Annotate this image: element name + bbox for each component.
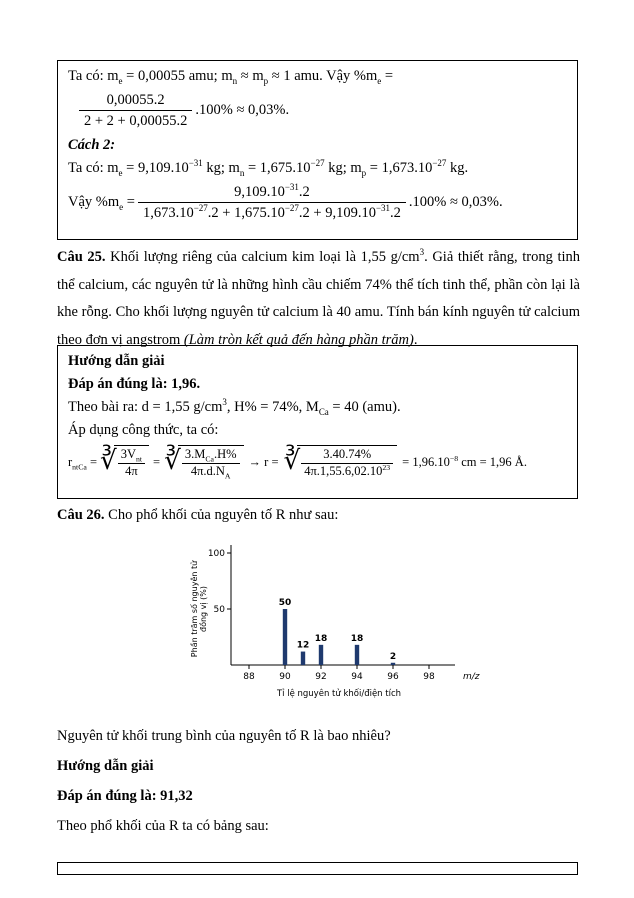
fraction (138, 183, 406, 222)
solution-box-previous (57, 60, 578, 240)
fraction-numerator: 0,00055.2 (79, 91, 192, 111)
fraction (79, 91, 192, 130)
solution-heading-26: Hướng dẫn giải (57, 758, 154, 774)
mass-spectrum-figure (185, 533, 495, 705)
solution-box-25 (57, 345, 578, 499)
svg-text:Phần trăm số nguyên tửđồng vị: Phần trăm số nguyên tửđồng vị (%) (190, 560, 208, 658)
solution24-line2: Ta có: $m_e = 9,109.10^{-31}$ kg; $m_n = 1,675.10^{-27}$ kg; $m_p = 1,673.10^{-27}$ kg. (68, 158, 469, 179)
question-26-text: Cho phổ khối của nguyên tố R như sau: (104, 507, 339, 523)
method2-label: Cách 2: (68, 137, 116, 154)
svg-text:94: 94 (351, 672, 363, 682)
fraction-numerator: 3.40.74% (301, 447, 393, 464)
table-intro-line: Theo phổ khối của R ta có bảng sau: (57, 818, 269, 834)
formula-result: = $1,96.10^{-8}$ cm = 1,96 Å. (402, 453, 527, 469)
solution24-fraction1-row (76, 91, 567, 130)
fraction-lead: Vậy $\%m_e$ = (68, 194, 135, 213)
svg-text:88: 88 (243, 672, 255, 682)
mass-spectrum-chart (185, 533, 495, 705)
svg-text:96: 96 (387, 672, 399, 682)
svg-text:50: 50 (278, 598, 292, 608)
fraction-denominator: $1,673.10^{-27}.2 + 1,675.10^{-27}.2 + 9,109.10^{-31}.2$ (142, 203, 401, 222)
correct-answer-26: Đáp án đúng là: 91,32 (57, 788, 193, 804)
svg-text:50: 50 (213, 605, 225, 615)
fraction-tail: .100% ≈ 0,03%. (408, 194, 503, 211)
solution-heading: Hướng dẫn giải (68, 353, 165, 369)
solution24-line1: Ta có: $m_e = 0,00055$ amu; $m_n \approx m_p \approx 1$ amu. Vậy $\%m_e$ = (68, 68, 394, 86)
question-25 (57, 244, 580, 354)
apply-formula-line: Áp dụng công thức, ta có: (68, 422, 219, 438)
equals-sign: = (153, 454, 161, 469)
svg-text:18: 18 (350, 633, 364, 644)
question-26-label: Câu 26. (57, 507, 105, 523)
radius-formula (68, 445, 567, 479)
correct-answer: Đáp án đúng là: 1,96. (68, 376, 201, 392)
cube-root-2 (164, 445, 243, 479)
svg-text:90: 90 (279, 672, 291, 682)
cube-root-3 (284, 445, 398, 479)
fraction-denominator: 4π (125, 463, 138, 478)
svg-text:Tỉ lệ nguyên tử khối/điện tích: Tỉ lệ nguyên tử khối/điện tích (276, 689, 402, 699)
svg-text:2: 2 (389, 651, 397, 662)
svg-text:12: 12 (296, 640, 310, 651)
question-25-label: Câu 25. (57, 249, 106, 265)
arrow-result: → r = (248, 454, 279, 469)
fraction-numerator: $9,109.10^{-31}.2$ (138, 183, 406, 203)
fraction-numerator: $3.M_{Ca}.H\%$ (182, 447, 240, 464)
partial-table-box (57, 862, 578, 875)
svg-text:98: 98 (423, 672, 435, 682)
fraction-denominator: 2 + 2 + 0,00055.2 (84, 113, 188, 130)
fraction-numerator: $3V_{nt}$ (118, 447, 145, 464)
radical-sign-icon: ∛ (164, 446, 181, 477)
svg-text:18: 18 (314, 633, 328, 644)
given-data-line: Theo bài ra: d = 1,55 $g/cm^3$, H% = 74%, $M_{Ca} = 40$ (amu). (68, 397, 401, 417)
svg-text:m/z: m/z (463, 672, 480, 682)
formula-lhs: $r_{ntCa}$ = (68, 454, 97, 472)
cube-root-1 (100, 445, 149, 479)
fraction-tail: .100% ≈ 0,03%. (195, 102, 290, 119)
radical-sign-icon: ∛ (100, 446, 117, 477)
question-26-prompt: Nguyên tử khối trung bình của nguyên tố R là bao nhiêu? (57, 728, 391, 744)
svg-text:100: 100 (207, 549, 225, 559)
fraction-denominator: 4π.1,55.6,02.10$^{23}$ (304, 462, 391, 478)
svg-text:92: 92 (315, 672, 327, 682)
fraction-denominator: $4\pi.d.N_A$ (190, 463, 231, 481)
radical-sign-icon: ∛ (283, 446, 301, 477)
question-25-text: Khối lượng riêng của calcium kim loại là 1,55 $g/cm^3$. Giả thiết rằng, trong tinh thể calcium, các nguyên tử là những hình cầu chiếm 74% thể tích tinh thể, phần còn lại là khe rỗng. Cho khối lượng nguyên tử calcium là 40 amu. Tính bán kính nguyên tử calcium theo đơn vị angstrom (Làm tròn kết quả đến hàng phần trăm). (57, 247, 581, 348)
question-26 (57, 507, 580, 524)
solution24-fraction2-row (68, 183, 567, 222)
